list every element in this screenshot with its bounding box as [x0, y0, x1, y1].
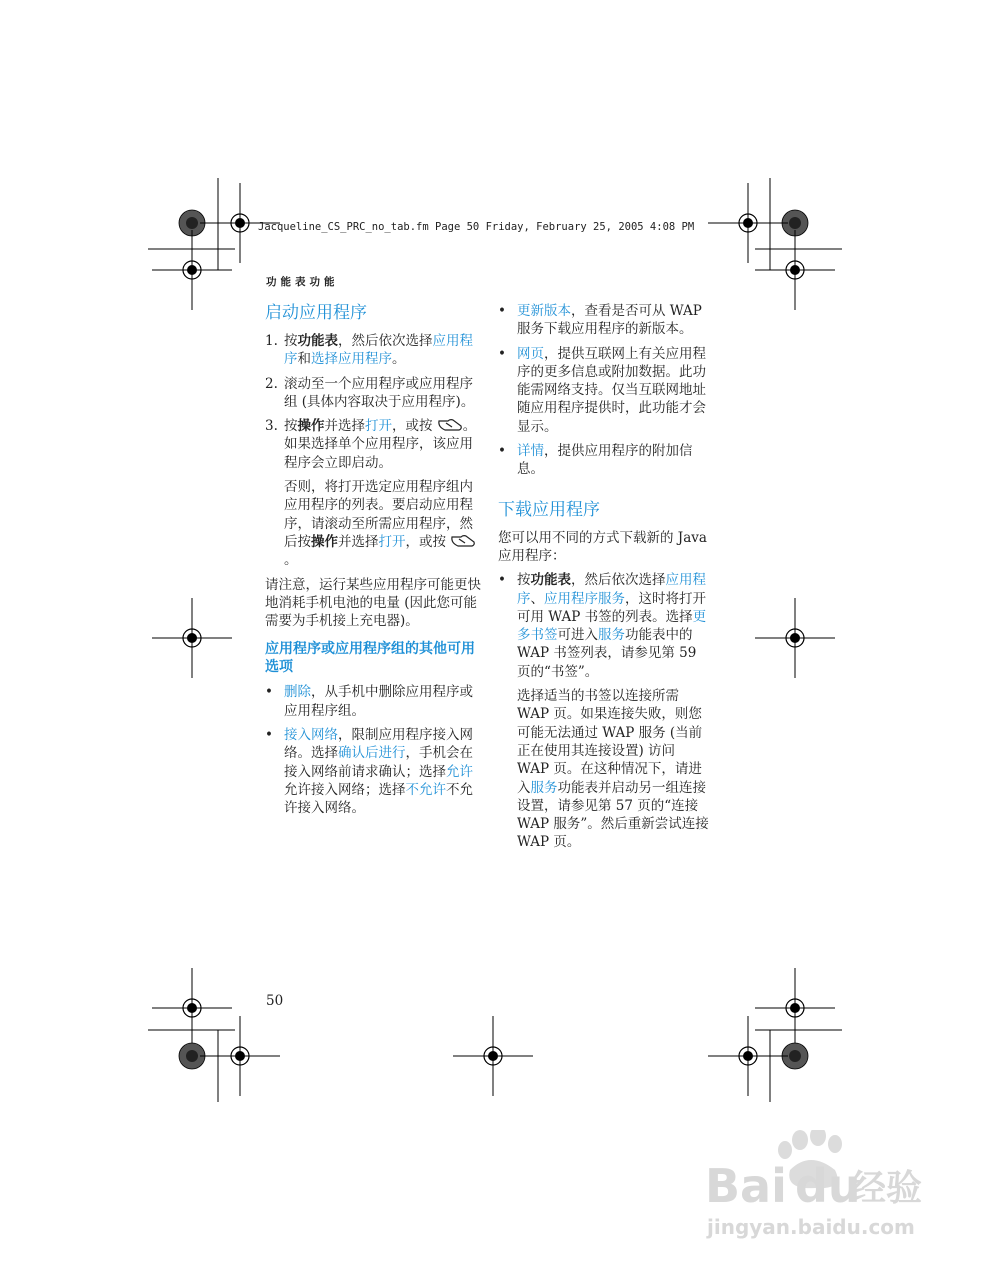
menu-term: 应用程序服务 [544, 590, 625, 607]
menu-term: 服务 [530, 779, 558, 796]
text: ，这时将打开可用 WAP 书签的列表。选择 [517, 590, 706, 625]
text: ，提供互联网上有关应用程序的更多信息或附加数据。此功能需网络支持。仅当互联网地址随应用程序提供时，此功能才会显示。 [517, 345, 706, 435]
bold-term: 操作 [297, 418, 325, 435]
list-item [265, 683, 485, 720]
left-column [265, 302, 485, 824]
text: ，然后依次选择 [571, 572, 666, 589]
intro-paragraph: 您可以用不同的方式下载新的 Java 应用程序： [498, 529, 707, 564]
text: ，手机会在接入网络前请求确认；选择 [284, 745, 473, 780]
bold-term: 功能表 [530, 572, 571, 589]
right-column [498, 302, 710, 858]
bullet: • [498, 443, 506, 460]
menu-term: 删除 [284, 684, 311, 701]
step-continuation [265, 478, 485, 569]
watermark-url: jingyan.baidu.com [707, 1215, 915, 1239]
heading-app-options: 应用程序或应用程序组的其他可用选项 [265, 640, 475, 675]
text: ，或按 [405, 533, 446, 550]
text: 滚动至一个应用程序或应用程序组 (具体内容取决于应用程序)。 [284, 375, 475, 410]
bold-term: 功能表 [297, 333, 338, 349]
menu-term: 打开 [378, 533, 406, 550]
text: ，查看是否可从 WAP 服务下载应用程序的新版本。 [517, 303, 702, 338]
text: 功能表中的 WAP 书签列表，请参见第 59 页的“书签”。 [517, 627, 697, 680]
page-number: 50 [266, 993, 284, 1009]
watermark-brand-3: 经验 [850, 1168, 923, 1209]
file-info-line: Jacqueline_CS_PRC_no_tab.fm Page 50 Friday, February 25, 2005 4:08 PM [258, 221, 695, 233]
text: 并选择 [338, 533, 379, 550]
list-item [498, 302, 710, 339]
section-label: 功能表功能 [266, 276, 339, 288]
text: 、 [530, 590, 544, 607]
call-key-icon [437, 418, 463, 432]
text: 按 [284, 418, 298, 435]
list-item [498, 345, 710, 436]
menu-term: 网页 [517, 345, 544, 362]
watermark-brand-2: du [795, 1159, 861, 1213]
step-number: 3. [265, 418, 278, 435]
text: ，从手机中删除应用程序或应用程序组。 [284, 684, 473, 719]
menu-term: 应用程序 [284, 333, 473, 368]
list-item [498, 571, 710, 681]
call-key-icon [450, 534, 476, 548]
menu-term: 详情 [517, 443, 544, 460]
heading-download-app: 下载应用程序 [498, 499, 600, 519]
menu-term: 不允许 [405, 781, 446, 798]
text: 。 [392, 351, 406, 368]
bullet: • [498, 572, 506, 589]
text: ，或按 [392, 418, 433, 435]
text: 选择适当的书签以连接所需 WAP 页。如果连接失败，则您可能无法通过 WAP 服务 (当前正在使用其连接设置) 访问 WAP 页。在这种情况下，请进入 [517, 688, 703, 796]
watermark-brand: Bai [705, 1159, 787, 1213]
text: ，然后依次选择 [338, 333, 433, 349]
text: 按 [517, 572, 531, 589]
menu-term: 应用程序 [517, 572, 706, 607]
menu-term: 接入网络 [284, 727, 338, 744]
note-paragraph: 请注意，运行某些应用程序可能更快地消耗手机电池的电量 (因此您可能需要为手机接上充电器)。 [265, 576, 481, 630]
menu-term: 更多书签 [517, 608, 707, 644]
text: 按 [284, 333, 298, 349]
text: 不允许接入网络。 [284, 781, 473, 817]
text: 允许接入网络；选择 [284, 781, 406, 798]
bullet: • [265, 684, 273, 701]
text: 可进入 [557, 627, 598, 644]
list-item [265, 417, 485, 472]
bullet: • [265, 727, 273, 744]
text: 。如果选择单个应用程序，该应用程序会立即启动。 [284, 418, 477, 471]
text: 和 [297, 351, 311, 368]
list-item [265, 375, 485, 412]
bold-term: 操作 [311, 533, 338, 550]
menu-term: 允许 [446, 763, 473, 780]
heading-launch-app: 启动应用程序 [265, 303, 367, 322]
list-item [498, 442, 710, 479]
bullet-continuation [498, 687, 710, 852]
bullet: • [498, 345, 506, 362]
text: ，提供应用程序的附加信息。 [517, 443, 693, 478]
menu-term: 更新版本 [517, 303, 571, 319]
text: 并选择 [324, 418, 365, 435]
list-item [265, 726, 485, 817]
step-number: 1. [265, 333, 278, 349]
menu-term: 选择应用程序 [311, 351, 392, 368]
menu-term: 确认后进行 [338, 745, 406, 762]
text: 否则，将打开选定应用程序组内应用程序的列表。要启动应用程序，请滚动至所需应用程序，然后按 [284, 479, 473, 550]
step-number: 2. [265, 375, 278, 392]
text: ，限制应用程序接入网络。选择 [284, 727, 473, 762]
menu-term: 服务 [598, 627, 625, 644]
baidu-watermark [650, 1130, 950, 1250]
text: 功能表并启动另一组连接设置，请参见第 57 页的“连接 WAP 服务”。然后重新尝试连接 WAP 页。 [517, 779, 709, 851]
bullet: • [498, 303, 506, 319]
list-item [265, 332, 485, 369]
text: 。 [284, 552, 298, 569]
menu-term: 打开 [365, 418, 392, 435]
